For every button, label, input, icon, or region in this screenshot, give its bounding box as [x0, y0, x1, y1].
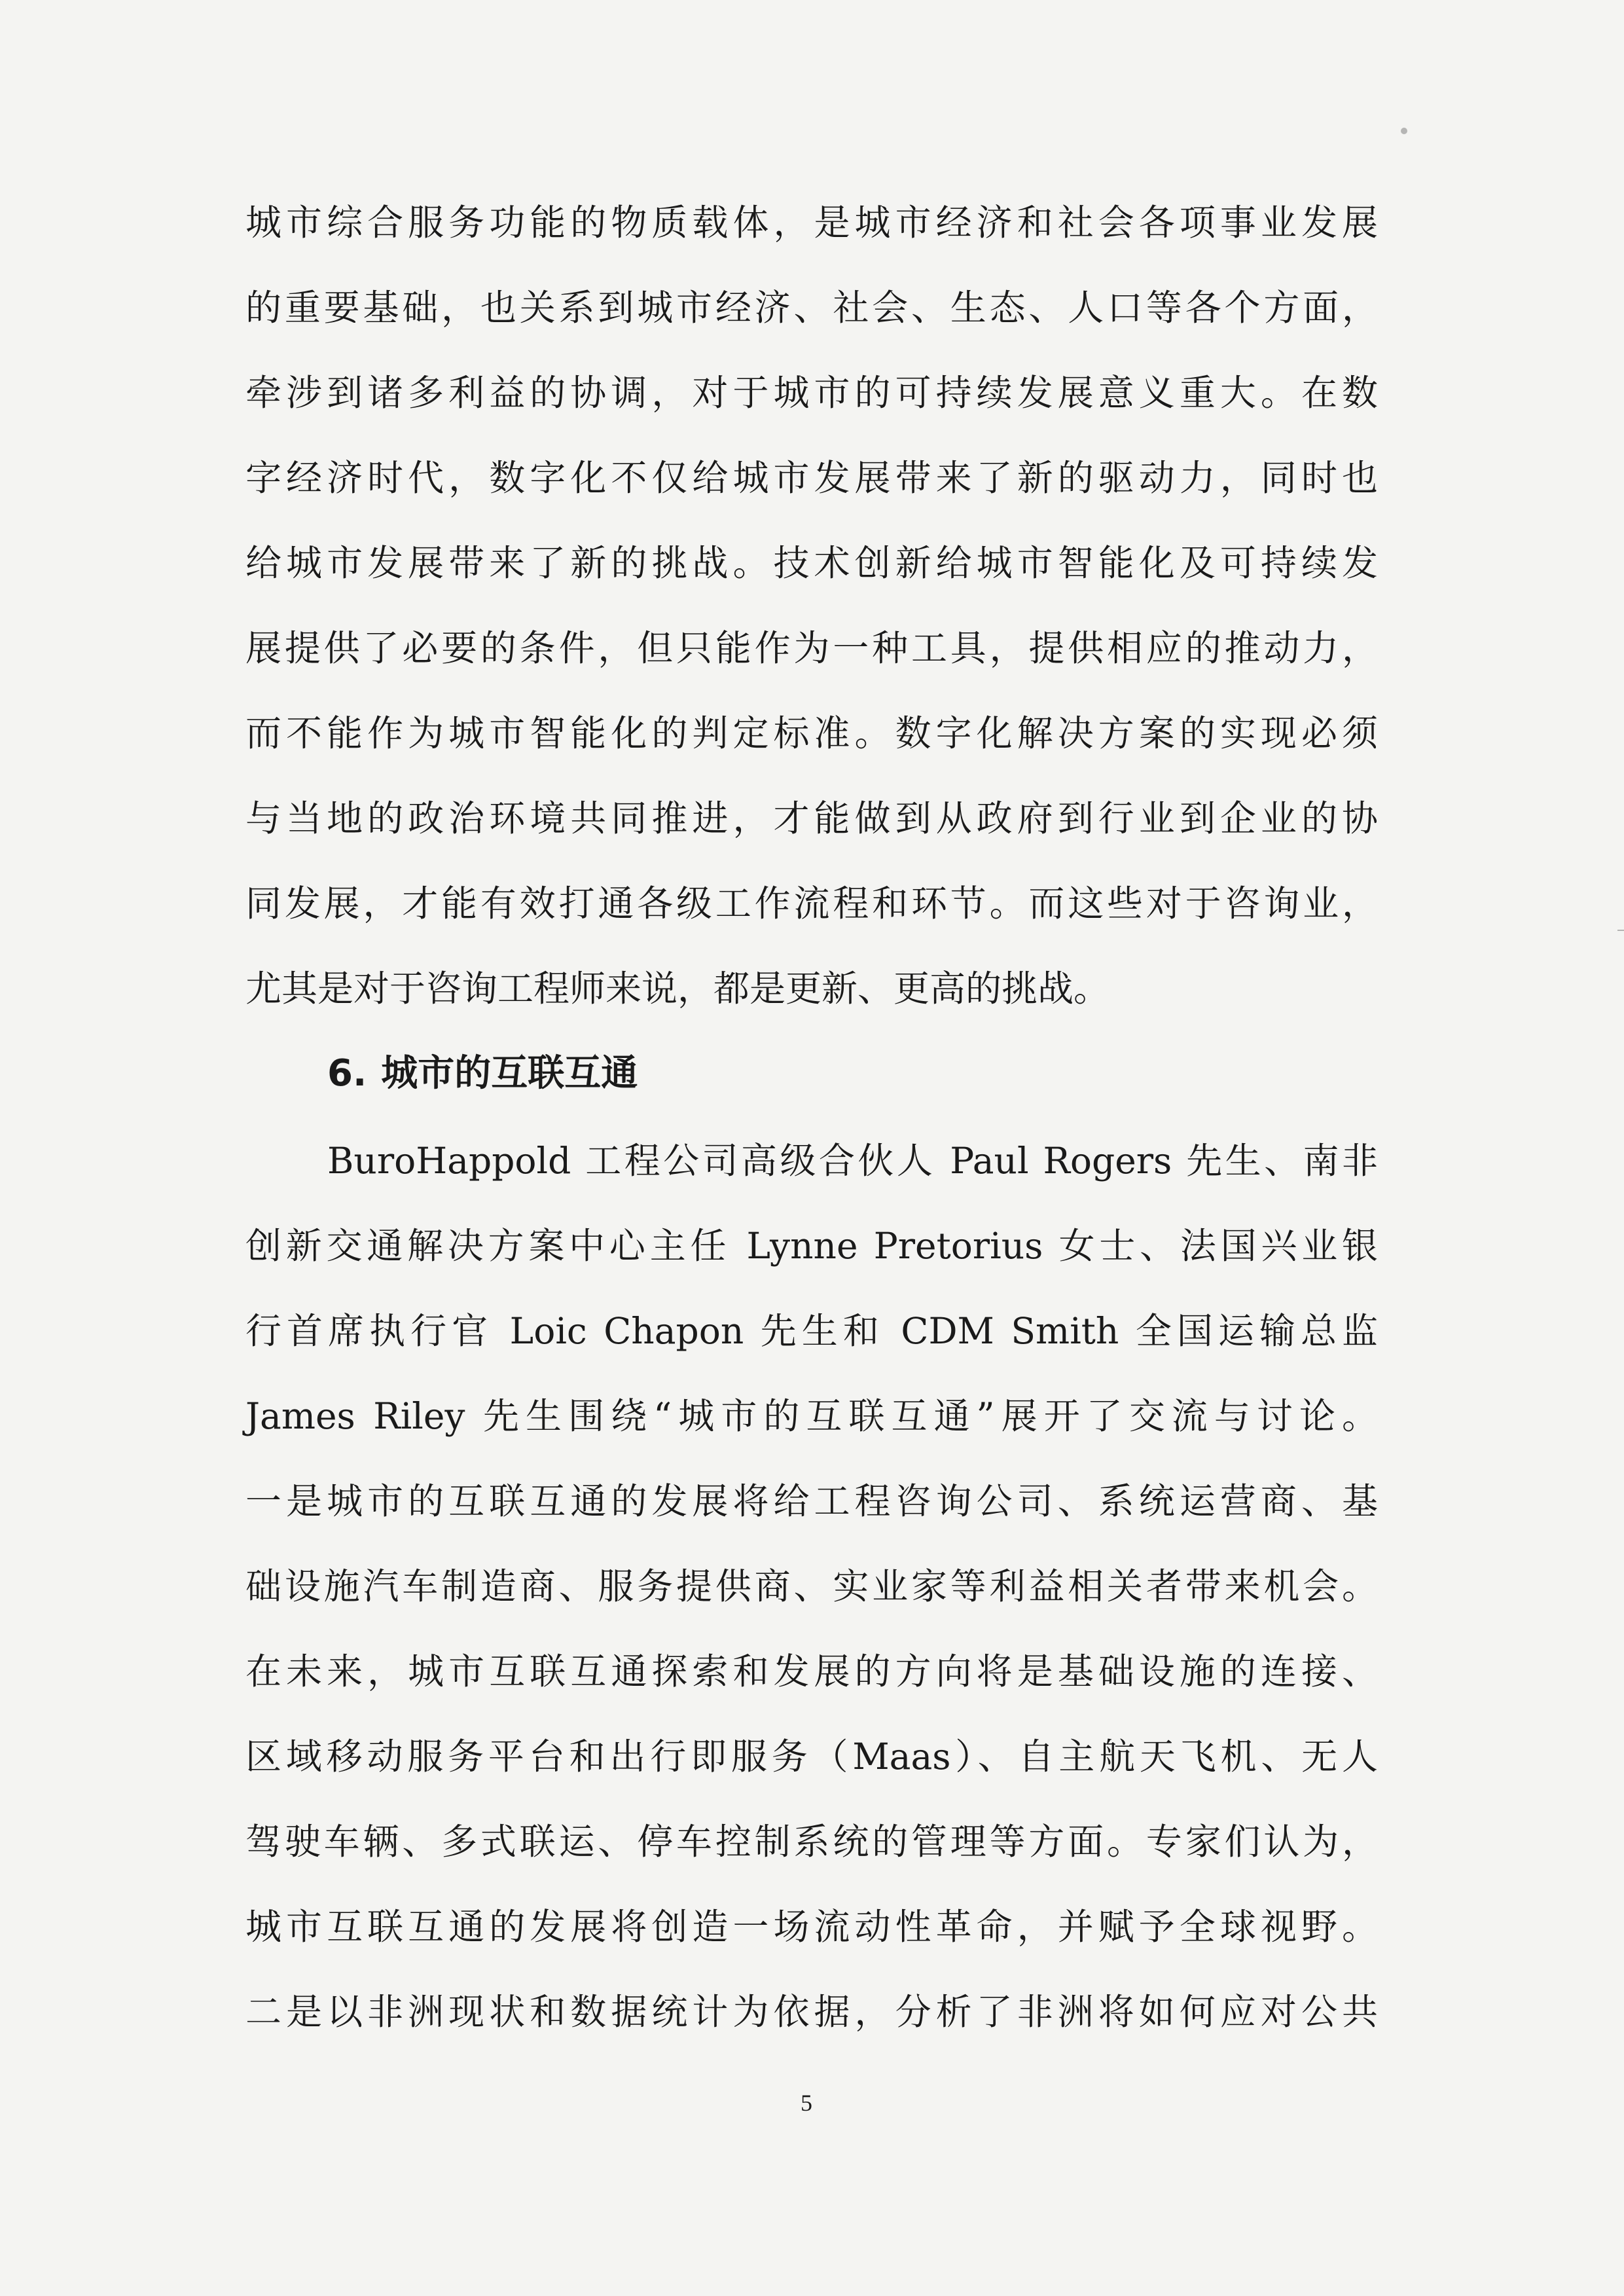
paragraph-line: 给城市发展带来了新的挑战。技术创新给城市智能化及可持续发: [245, 542, 1378, 584]
paragraph-line: 城市综合服务功能的物质载体，是城市经济和社会各项事业发展: [245, 202, 1378, 244]
paragraph-line: 一是城市的互联互通的发展将给工程咨询公司、系统运营商、基: [245, 1480, 1378, 1522]
page-number: 5: [801, 2090, 812, 2116]
paragraph-line: 尤其是对于咨询工程师来说，都是更新、更高的挑战。: [245, 968, 1110, 1010]
paragraph-line: 字经济时代，数字化不仅给城市发展带来了新的驱动力，同时也: [245, 457, 1378, 499]
paragraph-line: BuroHappold 工程公司高级合伙人 Paul Rogers 先生、南非: [327, 1140, 1378, 1182]
paragraph-line: 驾驶车辆、多式联运、停车控制系统的管理等方面。专家们认为，: [245, 1821, 1378, 1863]
paragraph-line: 的重要基础，也关系到城市经济、社会、生态、人口等各个方面，: [245, 287, 1378, 329]
paragraph-line: James Riley 先生围绕“城市的互联互通”展开了交流与讨论。: [245, 1395, 1378, 1437]
paragraph-line: 同发展，才能有效打通各级工作流程和环节。而这些对于咨询业，: [245, 883, 1378, 924]
paragraph-line: 区域移动服务平台和出行即服务（Maas）、自主航天飞机、无人: [245, 1736, 1378, 1777]
scan-edge-mark: [1617, 930, 1624, 931]
scan-speck: [1401, 128, 1407, 134]
paragraph-line: 础设施汽车制造商、服务提供商、实业家等利益相关者带来机会。: [245, 1565, 1378, 1607]
section-heading: [327, 1048, 638, 1100]
paragraph-line: 城市互联互通的发展将创造一场流动性革命，并赋予全球视野。: [245, 1906, 1378, 1948]
paragraph-line: 创新交通解决方案中心主任 Lynne Pretorius 女士、法国兴业银: [245, 1225, 1378, 1267]
paragraph-line: 二是以非洲现状和数据统计为依据，分析了非洲将如何应对公共: [245, 1991, 1378, 2033]
paragraph-line: 行首席执行官 Loic Chapon 先生和 CDM Smith 全国运输总监: [245, 1310, 1378, 1352]
section-title: 城市的互联互通: [381, 1052, 638, 1095]
paragraph-line: 展提供了必要的条件，但只能作为一种工具，提供相应的推动力，: [245, 627, 1378, 669]
section-number: 6.: [327, 1052, 367, 1095]
paragraph-line: 牵涉到诸多利益的协调，对于城市的可持续发展意义重大。在数: [245, 372, 1378, 414]
paragraph-line: 而不能作为城市智能化的判定标准。数字化解决方案的实现必须: [245, 712, 1378, 754]
paragraph-line: 在未来，城市互联互通探索和发展的方向将是基础设施的连接、: [245, 1650, 1378, 1692]
paragraph-line: 与当地的政治环境共同推进，才能做到从政府到行业到企业的协: [245, 797, 1378, 839]
